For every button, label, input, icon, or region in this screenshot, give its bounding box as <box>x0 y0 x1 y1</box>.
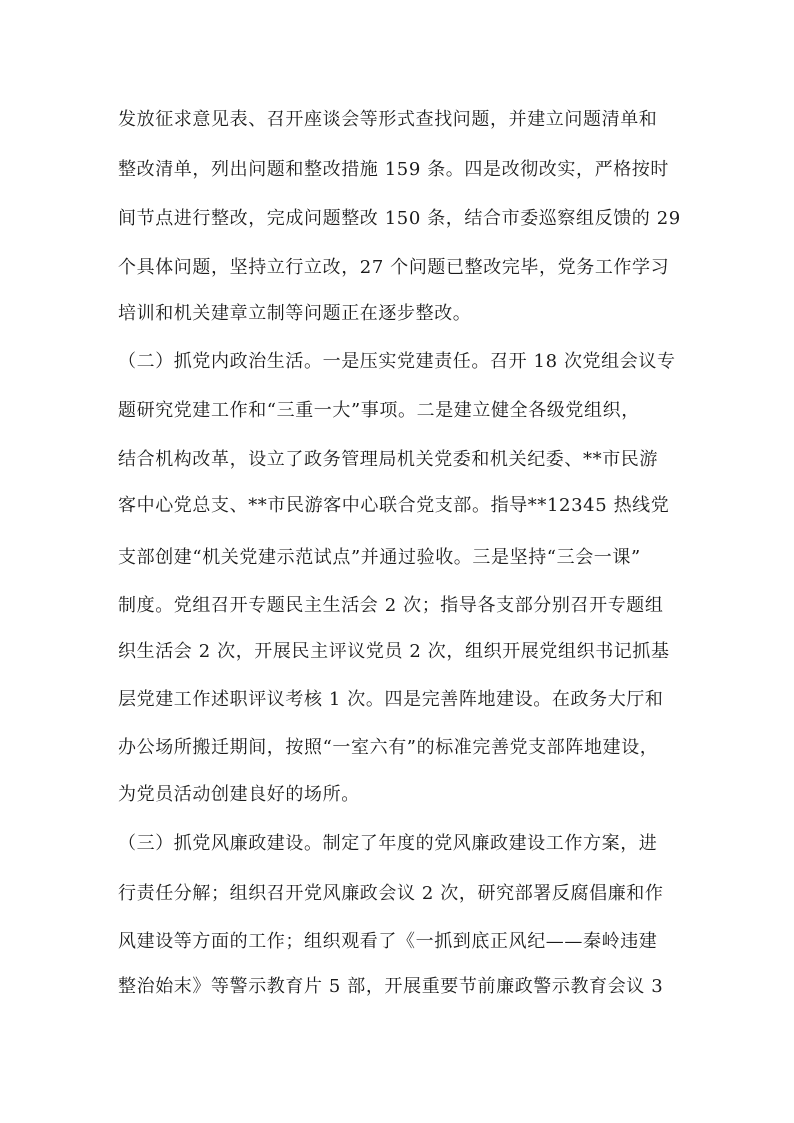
section-heading-line: （二）抓党内政治生活。一是压实党建责任。召开 18 次党组会议专 <box>118 351 676 372</box>
text-line: 间节点进行整改，完成问题整改 150 条，结合市委巡察组反馈的 29 <box>118 208 681 229</box>
text-line: 为党员活动创建良好的场所。 <box>118 784 360 805</box>
text-line: 办公场所搬迁期间，按照“一室六有”的标准完善党支部阵地建设， <box>118 737 659 758</box>
text-line: 制度。党组召开专题民主生活会 2 次；指导各支部分别召开专题组 <box>118 595 664 616</box>
text-line: 结合机构改革，设立了政务管理局机关党委和机关纪委、**市民游 <box>118 449 658 470</box>
text-line: 题研究党建工作和“三重一大”事项。二是建立健全各级党组织， <box>118 400 640 421</box>
text-line: 客中心党总支、**市民游客中心联合党支部。指导**12345 热线党 <box>118 495 670 516</box>
text-line: 风建设等方面的工作；组织观看了《一抓到底正风纪——秦岭违建 <box>118 931 658 952</box>
text-line: 织生活会 2 次，开展民主评议党员 2 次，组织开展党组织书记抓基 <box>118 641 670 662</box>
text-line: 整治始末》等警示教育片 5 部，开展重要节前廉政警示教育会议 3 <box>118 976 664 997</box>
text-line: 培训和机关建章立制等问题正在逐步整改。 <box>118 303 472 324</box>
section-heading-line: （三）抓党风廉政建设。制定了年度的党风廉政建设工作方案，进 <box>118 833 658 854</box>
text-line: 行责任分解；组织召开党风廉政会议 2 次，研究部署反腐倡廉和作 <box>118 883 664 904</box>
text-line: 支部创建“机关党建示范试点”并通过验收。三是坚持“三会一课” <box>118 547 641 568</box>
text-line: 个具体问题，坚持立行立改，27 个问题已整改完毕，党务工作学习 <box>118 257 670 278</box>
text-line: 层党建工作述职评议考核 1 次。四是完善阵地建设。在政务大厅和 <box>118 689 664 710</box>
text-line: 整改清单，列出问题和整改措施 159 条。四是改彻改实，严格按时 <box>118 159 669 180</box>
text-line: 发放征求意见表、召开座谈会等形式查找问题，并建立问题清单和 <box>118 109 658 130</box>
